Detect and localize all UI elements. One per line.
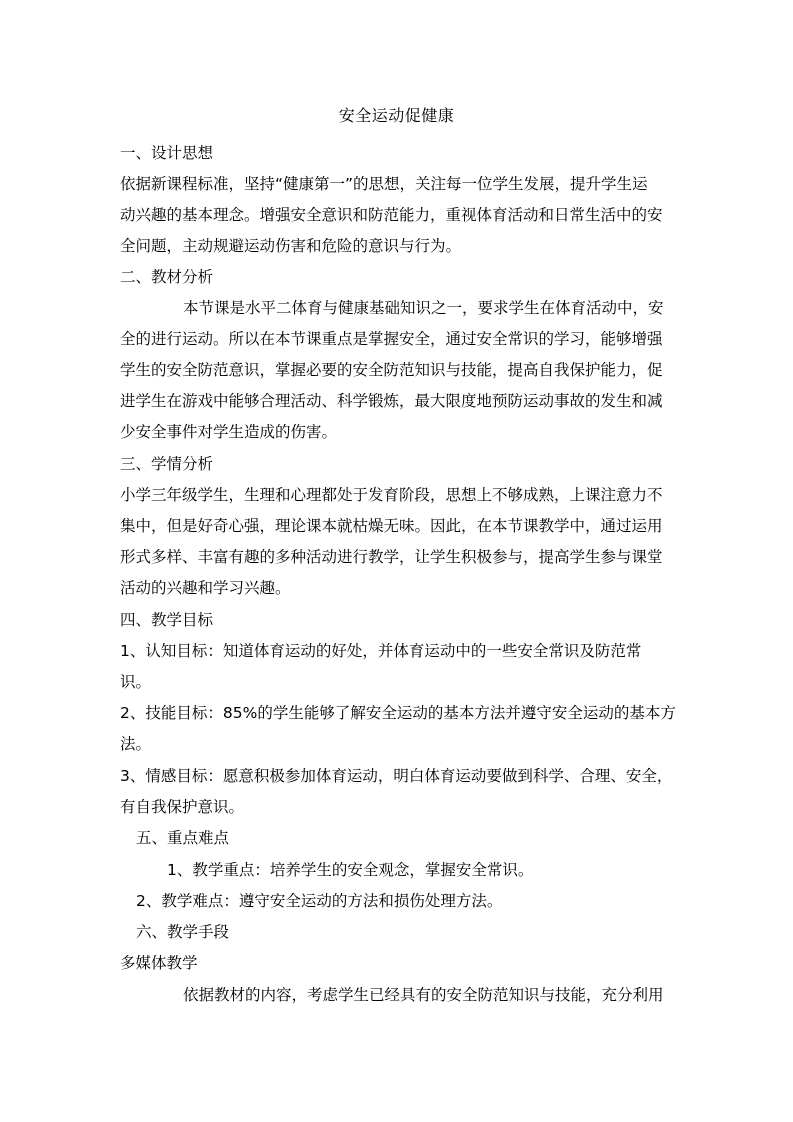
paragraph-line: 3、情感目标：愿意积极参加体育运动，明白体育运动要做到科学、合理、安全， — [120, 767, 673, 785]
section-heading-design: 一、设计思想 — [120, 144, 214, 162]
page-title: 安全运动促健康 — [338, 106, 455, 125]
paragraph-line: 2、教学难点：遵守安全运动的方法和损伤处理方法。 — [136, 892, 503, 910]
section-heading-students: 三、学情分析 — [120, 455, 214, 473]
paragraph-line: 学生的安全防范意识，掌握必要的安全防范知识与技能，提高自我保护能力，促 — [120, 361, 663, 379]
paragraph-line: 有自我保护意识。 — [120, 798, 245, 816]
section-heading-means: 六、教学手段 — [136, 923, 230, 941]
paragraph-line: 识。 — [120, 673, 152, 691]
paragraph-line: 少安全事件对学生造成的伤害。 — [120, 423, 338, 441]
paragraph-line: 活动的兴趣和学习兴趣。 — [120, 579, 291, 597]
paragraph-line: 集中，但是好奇心强，理论课本就枯燥无味。因此，在本节课教学中，通过运用 — [120, 517, 663, 535]
paragraph-line: 依据新课程标准，坚持“健康第一”的思想，关注每一位学生发展，提升学生运 — [120, 175, 648, 193]
paragraph-line: 进学生在游戏中能够合理活动、科学锻炼，最大限度地预防运动事故的发生和减 — [120, 392, 663, 410]
section-heading-focus: 五、重点难点 — [136, 829, 230, 847]
paragraph-line: 依据教材的内容，考虑学生已经具有的安全防范知识与技能，充分利用 — [183, 986, 664, 1004]
paragraph-line: 1、认知目标：知道体育运动的好处，并体育运动中的一些安全常识及防范常 — [120, 642, 642, 660]
paragraph-line: 动兴趣的基本理念。增强安全意识和防范能力，重视体育活动和日常生活中的安 — [120, 206, 663, 224]
paragraph-line: 本节课是水平二体育与健康基础知识之一，要求学生在体育活动中，安 — [183, 299, 664, 317]
paragraph-line: 全问题，主动规避运动伤害和危险的意识与行为。 — [120, 237, 462, 255]
paragraph-line: 形式多样、丰富有趣的多种活动进行教学，让学生积极参与，提高学生参与课堂 — [120, 548, 663, 566]
paragraph-line: 1、教学重点：培养学生的安全观念，掌握安全常识。 — [167, 861, 534, 879]
paragraph-line: 2、技能目标：85%的学生能够了解安全运动的基本方法并遵守安全运动的基本方 — [120, 704, 676, 722]
paragraph-line: 全的进行运动。所以在本节课重点是掌握安全，通过安全常识的学习，能够增强 — [120, 330, 663, 348]
paragraph-line: 法。 — [120, 735, 152, 753]
paragraph-line: 多媒体教学 — [120, 954, 198, 972]
section-heading-material: 二、教材分析 — [120, 268, 214, 286]
paragraph-line: 小学三年级学生，生理和心理都处于发育阶段，思想上不够成熟，上课注意力不 — [120, 486, 663, 504]
section-heading-goals: 四、教学目标 — [120, 611, 214, 629]
